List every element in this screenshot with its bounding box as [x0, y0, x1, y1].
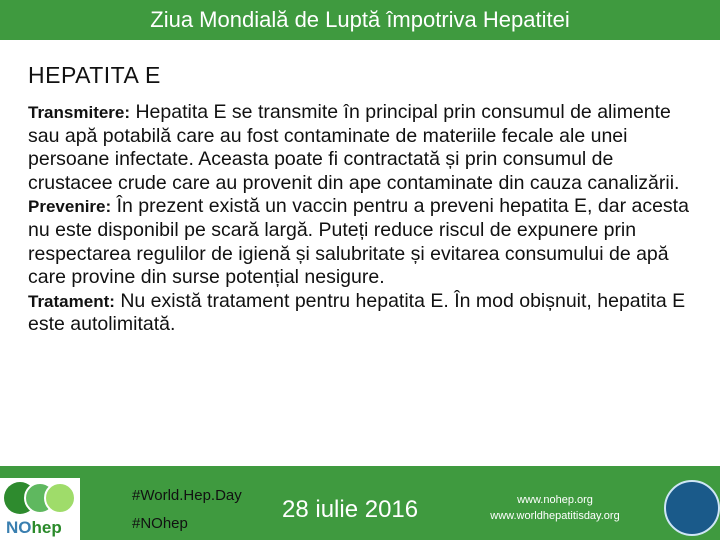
- transmission-paragraph: [28, 101, 698, 195]
- logo-text-hep: hep: [31, 518, 62, 537]
- hashtag-nohep: #NOhep: [132, 515, 188, 532]
- url-nohep[interactable]: www.nohep.org: [517, 494, 593, 506]
- transmission-label: Transmitere:: [28, 103, 131, 122]
- url-worldhepatitisday[interactable]: www.worldhepatitisday.org: [490, 510, 620, 522]
- footer-urls: [460, 492, 650, 524]
- prevention-paragraph: [28, 195, 698, 289]
- transmission-text: Hepatita E se transmite în principal prin consumul de alimente sau apă potabilă care au fost contaminate de materiile fecale ale unei persoane infectate. Aceasta poate fi contractată și prin consumul de crustacee crude care au provenit din ape contaminate din cauza canalizării.: [28, 101, 680, 194]
- logo-circle-icon: [44, 482, 76, 514]
- content-area: [28, 62, 698, 337]
- prevention-label: Prevenire:: [28, 197, 112, 217]
- hashtag-worldhepday: #World.Hep.Day: [132, 487, 242, 504]
- treatment-text: Nu există tratament pentru hepatita E. În mod obișnuit, hepatita E este autolimitată.: [28, 289, 686, 336]
- treatment-label: Tratament:: [28, 291, 115, 311]
- logo-text-no: NO: [6, 518, 32, 537]
- world-hepatitis-day-seal-icon: [664, 480, 720, 536]
- section-heading: HEPATITA E: [28, 62, 161, 88]
- prevention-text: În prezent există un vaccin pentru a preveni hepatita E, dar acesta nu este disponibil pe scară largă. Puteți reduce riscul de expunere prin respectarea regulilor de igienă și salubritate și evitarea consumului de apă care provine din surse potențial nesigure.: [28, 195, 689, 289]
- title-bar: [0, 0, 720, 40]
- logo-wordmark: [6, 518, 62, 538]
- event-date: 28 iulie 2016: [282, 496, 419, 523]
- page-title: Ziua Mondială de Luptă împotriva Hepatitei: [150, 7, 570, 32]
- treatment-paragraph: [28, 290, 698, 337]
